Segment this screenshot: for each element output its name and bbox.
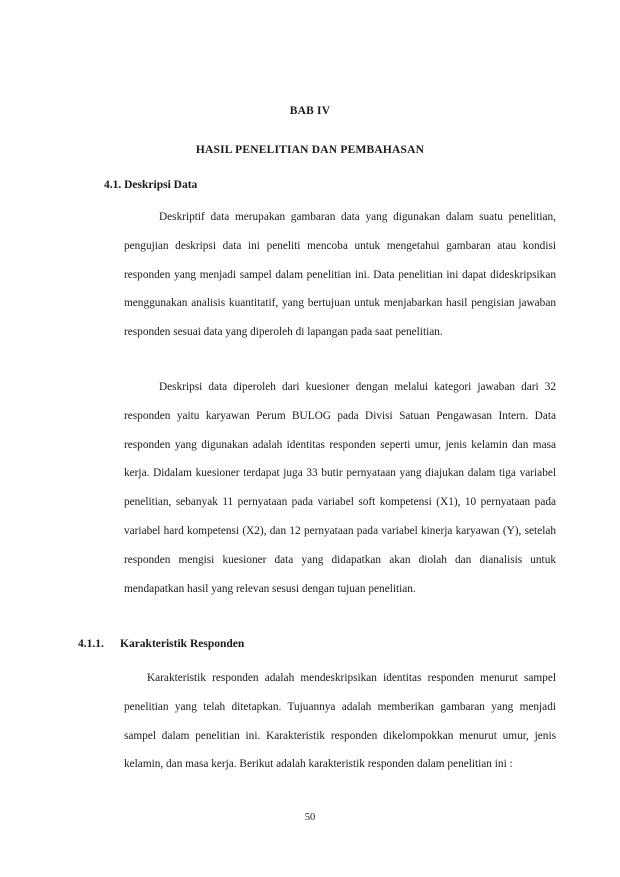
page-number: 50 xyxy=(304,812,316,823)
paragraph-deskripsi-kuesioner: Deskripsi data diperoleh dari kuesioner dengan melalui kategori jawaban dari 32 responden yaitu karyawan Perum BULOG pada Divisi Satuan Pengawasan Intern. Data responden yang digunakan adalah identitas responden seperti umur, jenis kelamin dan masa kerja. Didalam kuesioner terdapat juga 33 butir pernyataan yang diajukan dalam tiga variabel penelitian, sebanyak 11 pernyataan pada variabel soft kompetensi (X1), 10 pernyataan pada variabel hard kompetensi (X2), dan 12 pernyataan pada variabel kinerja karyawan (Y), setelah responden mengisi kuesioner data yang didapatkan akan diolah dan dianalisis untuk mendapatkan hasil yang relevan sesusi dengan tujuan penelitian. xyxy=(124,381,556,595)
section-heading-text: Karakteristik Responden xyxy=(120,638,245,650)
chapter-title: HASIL PENELITIAN DAN PEMBAHASAN xyxy=(195,144,425,156)
section-heading-4-1-1 xyxy=(78,638,244,650)
section-number: 4.1.1. xyxy=(78,638,104,650)
section-heading-4-1: 4.1. Deskripsi Data xyxy=(104,179,198,191)
chapter-heading: BAB IV xyxy=(289,105,331,117)
paragraph-karakteristik-responden: Karakteristik responden adalah mendeskripsikan identitas responden menurut sampel penelitian yang telah ditetapkan. Tujuannya adalah memberikan gambaran yang menjadi sampel dalam penelitian ini. Karakteristik responden dikelompokkan menurut umur, jenis kelamin, dan masa kerja. Berikut adalah karakteristik responden dalam penelitian ini : xyxy=(124,672,556,771)
paragraph-deskriptif-data: Deskriptif data merupakan gambaran data yang digunakan dalam suatu penelitian, pengujian deskripsi data ini peneliti mencoba untuk mengetahui gambaran atau kondisi responden yang menjadi sampel dalam penelitian ini. Data penelitian ini dapat dideskripsikan menggunakan analisis kuantitatif, yang bertujuan untuk menjabarkan hasil pengisian jawaban responden sesuai data yang diperoleh di lapangan pada saat penelitian. xyxy=(124,211,556,339)
